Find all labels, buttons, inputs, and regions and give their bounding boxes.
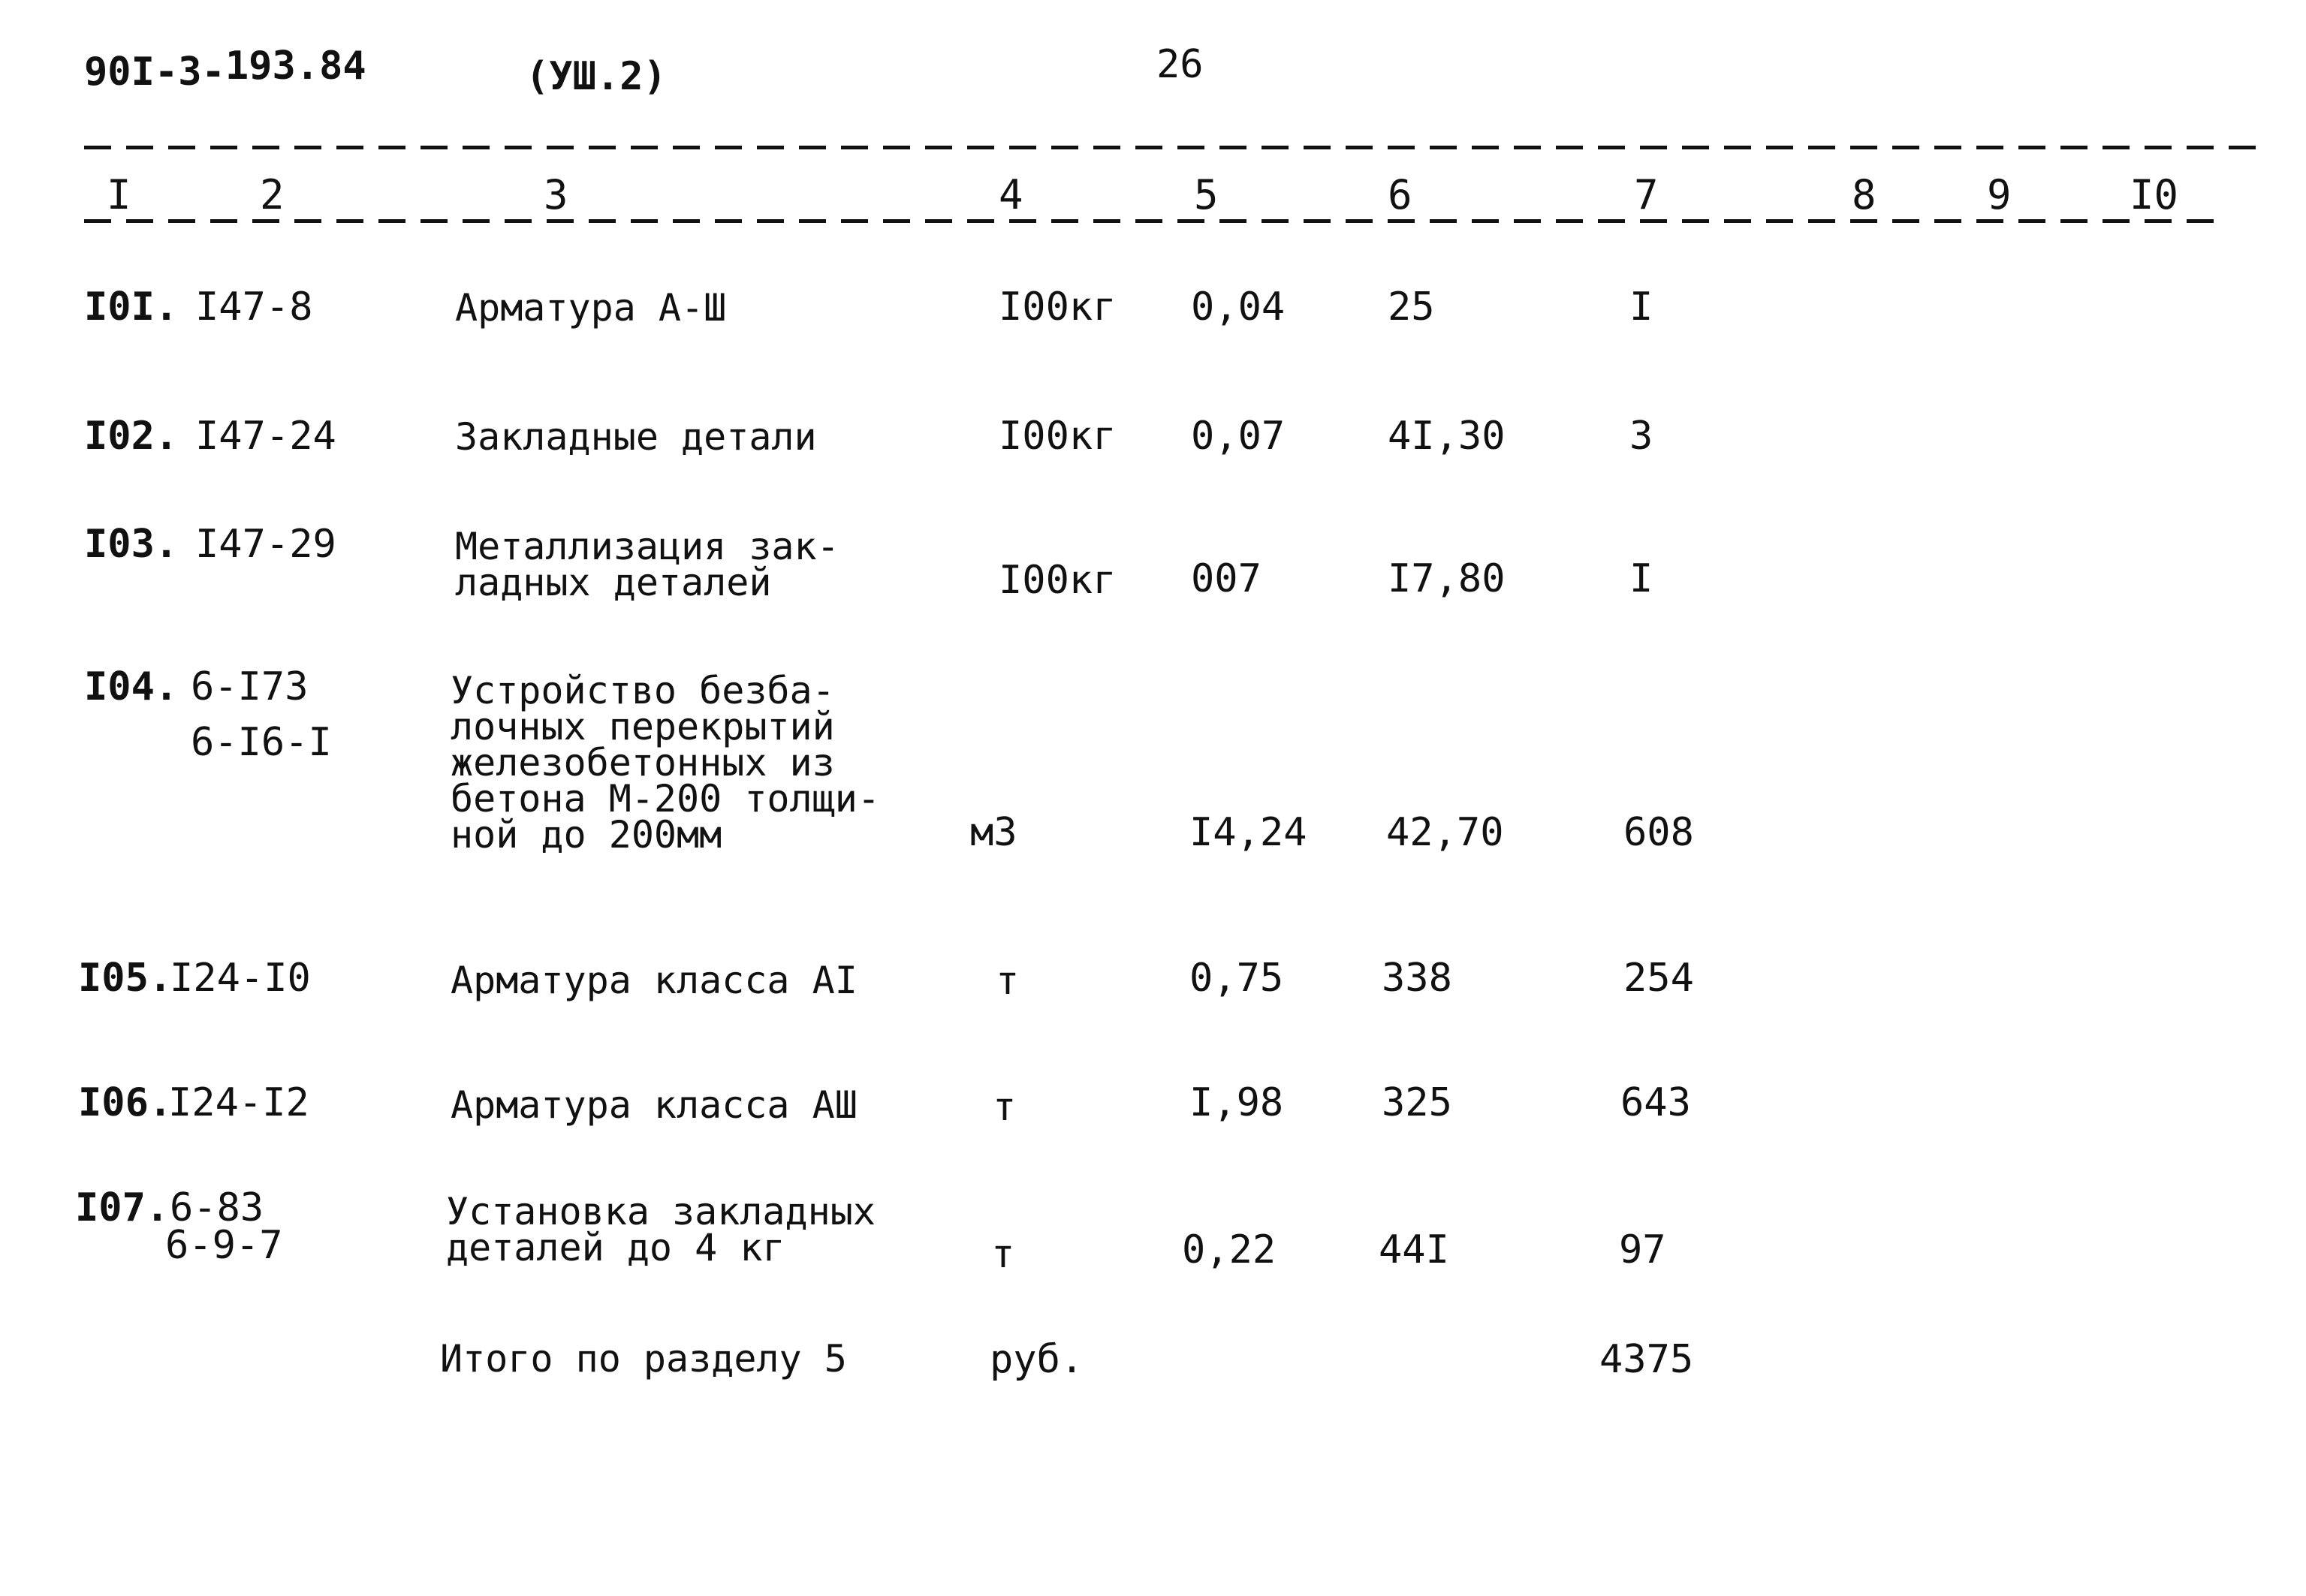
document-code-handwritten: 193.84	[225, 44, 366, 89]
summary-label: Итого по разделу 5	[440, 1337, 847, 1381]
row-price: I7,80	[1388, 556, 1506, 601]
row-number: I06.	[78, 1080, 173, 1125]
row-price: 42,70	[1386, 810, 1504, 855]
row-description: Установка закладных деталей до 4 кг	[446, 1190, 876, 1269]
row-number: I05.	[78, 956, 173, 1001]
column-number-9: 9	[1987, 171, 2012, 218]
column-number-8: 8	[1852, 171, 1876, 218]
row-description: Металлизация зак- ладных деталей	[455, 525, 840, 604]
row-code-secondary: 6-9-7	[165, 1223, 283, 1268]
row-number: I0I.	[84, 285, 179, 330]
row-unit: т	[991, 1232, 1015, 1277]
page-number: 26	[1156, 42, 1204, 87]
row-number: I02.	[84, 414, 179, 459]
row-unit: м3	[970, 810, 1017, 855]
column-number-3: 3	[544, 171, 568, 218]
row-quantity: 007	[1191, 556, 1262, 601]
row-unit: т	[993, 1085, 1017, 1130]
row-price: 4I,30	[1388, 414, 1506, 459]
column-number-2: 2	[260, 171, 285, 218]
row-code: I24-I2	[168, 1080, 309, 1125]
row-unit: I00кг	[999, 558, 1117, 603]
row-unit: I00кг	[999, 285, 1117, 330]
row-total: I	[1629, 285, 1653, 330]
column-number-1: I	[107, 171, 131, 218]
column-number-5: 5	[1194, 171, 1219, 218]
row-code-secondary: 6-I6-I	[191, 720, 332, 765]
sheet-label: (УШ.2)	[526, 54, 667, 99]
column-number-10: I0	[2130, 171, 2179, 218]
row-total: I	[1629, 556, 1653, 601]
row-total: 254	[1623, 956, 1694, 1001]
row-code: I24-I0	[170, 956, 311, 1001]
row-description: Арматура класса АI	[451, 959, 858, 1002]
row-code: 6-83	[170, 1185, 264, 1230]
row-description: Устройство безба- лочных перекрытий железобетонных из бетона М-200 толщи- ной до 200мм	[451, 669, 880, 857]
row-quantity: 0,22	[1182, 1227, 1277, 1272]
row-price: 25	[1388, 285, 1435, 330]
row-unit: I00кг	[999, 414, 1117, 459]
row-description: Арматура А-Ш	[455, 286, 727, 330]
row-description: Закладные детали	[455, 415, 817, 459]
row-quantity: 0,75	[1189, 956, 1284, 1001]
document-code	[84, 44, 366, 95]
row-unit: т	[996, 959, 1020, 1004]
summary-total: 4375	[1599, 1337, 1694, 1382]
column-number-6: 6	[1388, 171, 1412, 218]
row-code: 6-I73	[191, 664, 309, 709]
row-number: I03.	[84, 522, 179, 567]
row-quantity: 0,07	[1191, 414, 1286, 459]
column-number-4: 4	[999, 171, 1023, 218]
row-price: 338	[1382, 956, 1452, 1001]
document-code-printed: 90I-3-	[84, 50, 225, 95]
row-quantity: I,98	[1189, 1080, 1284, 1125]
column-number-7: 7	[1634, 171, 1659, 218]
summary-unit: руб.	[990, 1337, 1084, 1382]
row-total: 3	[1629, 414, 1653, 459]
row-price: 325	[1382, 1080, 1452, 1125]
row-total: 97	[1619, 1227, 1666, 1272]
row-total: 608	[1623, 810, 1694, 855]
row-code: I47-29	[195, 522, 336, 567]
row-quantity: 0,04	[1191, 285, 1286, 330]
row-number: I04.	[84, 664, 179, 709]
header-top-rule	[84, 146, 2269, 149]
row-code: I47-8	[195, 285, 313, 330]
row-number: I07.	[75, 1185, 170, 1230]
row-price: 44I	[1379, 1227, 1449, 1272]
header-bottom-rule	[84, 219, 2224, 223]
row-code: I47-24	[195, 414, 336, 459]
row-total: 643	[1620, 1080, 1691, 1125]
row-quantity: I4,24	[1189, 810, 1307, 855]
row-description: Арматура класса АШ	[451, 1083, 858, 1127]
